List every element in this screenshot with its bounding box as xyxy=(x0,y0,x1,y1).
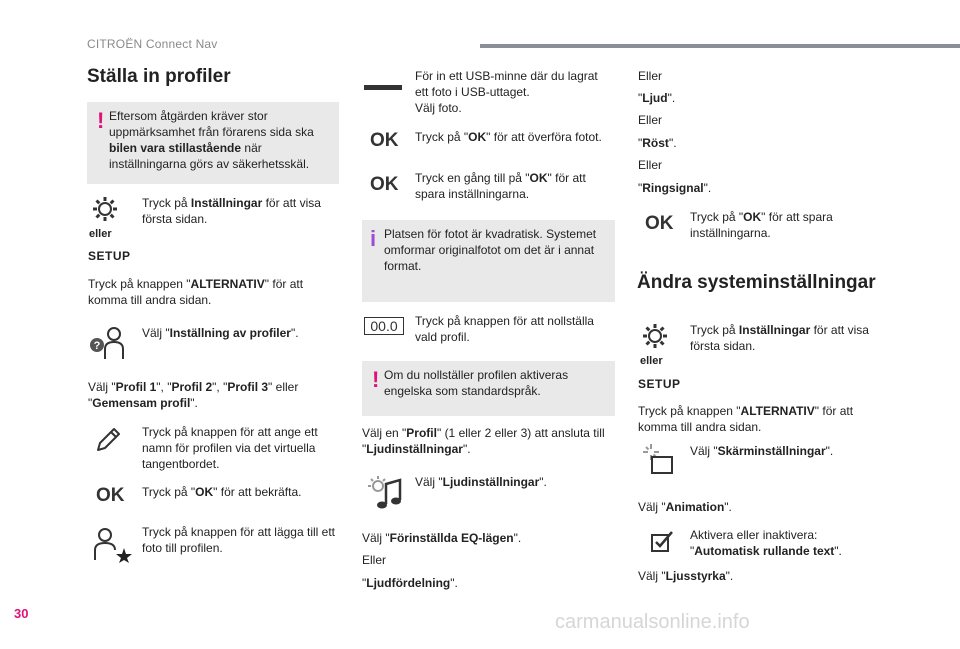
select-profile-settings: Välj "Inställning av profiler". xyxy=(142,326,299,340)
warning-icon: ! xyxy=(97,108,105,133)
alternativ-instruction: Tryck på knappen "ALTERNATIV" för att komma till andra sidan. xyxy=(88,277,304,307)
profile-settings-icon[interactable] xyxy=(88,326,130,364)
voice-option: "Röst". xyxy=(638,136,677,150)
ok-icon[interactable]: OK xyxy=(370,130,399,151)
info-icon: i xyxy=(370,226,377,251)
save-instruction: Tryck en gång till på "OK" för att spara inställningarna. xyxy=(415,171,586,201)
sound-option: "Ljud". xyxy=(638,91,676,105)
confirm-instruction: Tryck på "OK" för att bekräfta. xyxy=(142,485,302,499)
sound-distribution: "Ljudfördelning". xyxy=(362,576,458,590)
settings-instruction: Tryck på Inställningar för att visa första sidan. xyxy=(142,196,321,226)
reset-icon[interactable]: 00.0 xyxy=(364,317,404,335)
running-header: CITROËN Connect Nav xyxy=(87,37,218,51)
or-text: Eller xyxy=(638,158,663,172)
ok-icon[interactable]: OK xyxy=(645,213,674,234)
section-title-system: Ändra systeminställningar xyxy=(637,272,876,293)
warning-icon: ! xyxy=(372,367,380,392)
autoscroll-instruction: Aktivera eller inaktivera: "Automatisk rullande text". xyxy=(690,528,842,558)
usb-instruction: För in ett USB-minne där du lagrat ett foto i USB-uttaget. Välj foto. xyxy=(415,69,598,115)
header-bar xyxy=(480,44,960,48)
setup-button[interactable]: SETUP xyxy=(638,377,681,391)
or-text: Eller xyxy=(638,113,663,127)
warning-box xyxy=(87,102,339,184)
settings-instruction: Tryck på Inställningar för att visa första sidan. xyxy=(690,323,869,353)
animation-select: Välj "Animation". xyxy=(638,500,732,514)
name-instruction: Tryck på knappen för att ange ett namn för profilen via det virtuella tangentbordet. xyxy=(142,425,318,471)
info-box xyxy=(362,220,615,302)
eller-label: eller xyxy=(640,355,663,367)
info-text: Platsen för fotot är kvadratisk. Systemet omformar originalfotot om det är i annat format. xyxy=(384,227,597,273)
brightness-select: Välj "Ljusstyrka". xyxy=(638,569,734,583)
save-instruction: Tryck på "OK" för att spara inställningarna. xyxy=(690,210,833,240)
svg-text:?: ? xyxy=(93,340,101,352)
checkbox-icon[interactable] xyxy=(650,529,676,557)
eq-modes: Välj "Förinställda EQ-lägen". xyxy=(362,531,522,545)
section-title-profiles: Ställa in profiler xyxy=(87,66,231,87)
usb-icon xyxy=(364,81,404,97)
watermark: carmanualsonline.info xyxy=(555,611,750,633)
pencil-icon[interactable] xyxy=(94,426,120,458)
alternativ-instruction: Tryck på knappen "ALTERNATIV" för att komma till andra sidan. xyxy=(638,404,854,434)
screen-settings-instruction: Välj "Skärminställningar". xyxy=(690,444,834,458)
add-photo-profile-icon[interactable] xyxy=(88,527,132,567)
reset-instruction: Tryck på knappen för att nollställa vald profil. xyxy=(415,314,594,344)
warning-text: Eftersom åtgärden kräver stor uppmärksamhet från förarens sida ska bilen vara stillastående när inställningarna görs av säkerhetsskäl. xyxy=(109,109,314,171)
setup-button[interactable]: SETUP xyxy=(88,249,131,263)
transfer-instruction: Tryck på "OK" för att överföra fotot. xyxy=(415,130,602,144)
audio-instruction: Välj "Ljudinställningar". xyxy=(415,475,547,489)
ok-icon[interactable]: OK xyxy=(96,485,125,506)
settings-gear-icon[interactable] xyxy=(642,323,668,353)
profile-pick: Välj en "Profil" (1 eller 2 eller 3) att ansluta till "Ljudinställningar". xyxy=(362,426,605,456)
or-text: Eller xyxy=(638,69,663,83)
audio-settings-icon[interactable] xyxy=(366,474,406,516)
ringtone-option: "Ringsignal". xyxy=(638,181,712,195)
ok-icon[interactable]: OK xyxy=(370,174,399,195)
warning-box-2 xyxy=(362,361,615,416)
settings-gear-icon[interactable] xyxy=(92,196,118,226)
or-text: Eller xyxy=(362,553,387,567)
eller-label: eller xyxy=(89,228,112,240)
page-number: 30 xyxy=(14,606,29,621)
add-photo-instruction: Tryck på knappen för att lägga till ett foto till profilen. xyxy=(142,525,335,555)
screen-brightness-icon[interactable] xyxy=(642,443,676,481)
warning-text-2: Om du nollställer profilen aktiveras engelska som standardspråk. xyxy=(384,368,569,398)
choose-profile: Välj "Profil 1", "Profil 2", "Profil 3" eller "Gemensam profil". xyxy=(88,380,299,410)
